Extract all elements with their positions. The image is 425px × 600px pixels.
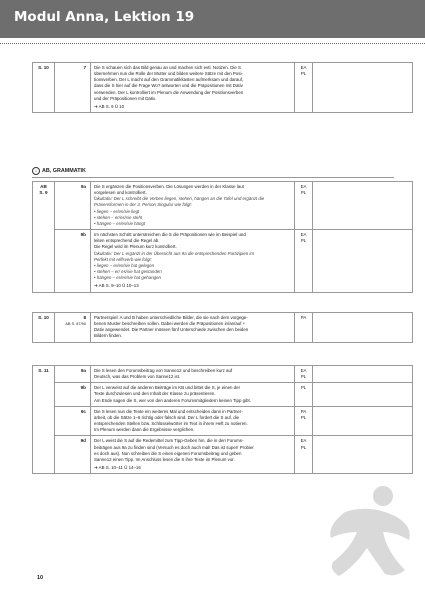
- lesson-table-4: [32, 365, 413, 474]
- lesson-table-1: [32, 62, 413, 113]
- table-row: [33, 63, 413, 113]
- instruction-line: Die S ergänzen die Positionsverben. Die Lösungen werden in der Klasse laut: [94, 184, 244, 189]
- instruction-line: Der L weist die S auf die Redemittel zum Tipp-Geben hin, die in den Forums-: [94, 438, 244, 444]
- table-row: [33, 436, 413, 474]
- notes-cell: [313, 230, 413, 292]
- instruction-line: Bildern finden.: [94, 333, 123, 339]
- arrow-down-circle-icon: ↓: [32, 167, 40, 175]
- instruction-cell: [91, 366, 295, 383]
- step-cell: 9a: [55, 182, 91, 230]
- instruction-line: es doch aus). Nun schreiben die S einen eigenen Forumsbeitrag und geben: [94, 450, 242, 456]
- instruction-line: dass die S hier auf die Frage Wo? antworten und die Präpositionen mit Dativ: [94, 83, 243, 89]
- step-cell: 9d: [55, 436, 91, 474]
- social-form-cell: EA PL: [295, 63, 313, 113]
- notes-cell: [313, 383, 413, 406]
- step-number: 8: [83, 315, 86, 320]
- notes-cell: [313, 406, 413, 436]
- lesson-table-2: [32, 181, 413, 293]
- instruction-line: arbeit, ob die Sätze 1–6 richtig oder falsch sind. Der L fordert die S auf, die: [94, 414, 240, 420]
- instruction-cell: [91, 63, 295, 113]
- social-form-cell: PL: [295, 383, 313, 406]
- step-cell: 7: [55, 63, 91, 113]
- instruction-line: Der L verweist auf die anderen Beiträge im KB und bittet die S, je einen der: [94, 385, 241, 391]
- section-cell: S. 10: [33, 63, 55, 113]
- table-row: [33, 313, 413, 343]
- section-rule: [32, 177, 394, 178]
- optional-note-line: • hängen – er/es/sie hat gehangen: [94, 275, 161, 281]
- step-cell: 9a: [55, 366, 91, 383]
- instruction-line: Texte durchzulesen und den Inhalt der Klasse zu präsentieren.: [94, 391, 216, 397]
- social-form-cell: EA PL: [295, 230, 313, 292]
- workbook-reference: ➔ AB S. 10–11 Ü 14–16: [94, 465, 141, 471]
- notes-cell: [313, 436, 413, 474]
- social-form-cell: PA: [295, 313, 313, 343]
- instruction-line: Die Regel wird im Plenum kurz kontrolliert.: [94, 244, 177, 250]
- notes-cell: [313, 313, 413, 343]
- section-heading-label: AB, GRAMMATIK: [42, 168, 86, 174]
- instruction-line: verwenden. Der L kontrolliert im Plenum die Anwendung der Positionsverben: [94, 89, 244, 95]
- section-cell: S. 10: [33, 313, 55, 343]
- social-form-cell: EA PL: [295, 182, 313, 230]
- instruction-line: tionsverben. Der L macht auf den Grammatikkasten aufmerksam und darauf,: [94, 77, 244, 83]
- notes-cell: [313, 63, 413, 113]
- social-form-cell: EA PL: [295, 436, 313, 474]
- optional-note-line: Präsensformen in der 3. Person Singular wie folgt:: [94, 202, 192, 208]
- page-title: Modul Anna, Lektion 19: [14, 9, 195, 25]
- optional-note-line: fakultativ: Der L schreibt die Verben liegen, stehen, hängen an die Tafel und ergänzt die: [94, 196, 265, 202]
- notes-cell: [313, 182, 413, 230]
- table-row: [33, 182, 413, 230]
- step-cell: 9b: [55, 230, 91, 292]
- table-row: [33, 366, 413, 383]
- instruction-line: entsprechenden Stellen bzw. Schlüsselwörter im Text in ihrem Heft zu notieren.: [94, 421, 248, 427]
- instruction-cell: [91, 230, 295, 292]
- social-form-cell: PA PL: [295, 406, 313, 436]
- workbook-page-ref: AB S. 87/90: [65, 321, 86, 327]
- instruction-line: Die S lesen nun die Texte ein weiteres Mal und entscheiden dann in Partner-: [94, 408, 243, 414]
- instruction-cell: [91, 406, 295, 436]
- lesson-table-3: [32, 312, 413, 343]
- instruction-line: beiträgen aus 9a zu finden sind (Versuch es doch auch mal! Das ist super! Probier: [94, 444, 254, 450]
- instruction-line: Partnerspiel: A und B haben unterschiedliche Bilder, die sie nach dem vorgege-: [94, 315, 248, 320]
- social-form-cell: EA PL: [295, 366, 313, 383]
- optional-note-line: • liegen – er/es/sie hat gelegen: [94, 262, 155, 268]
- optional-note-line: • liegen – er/es/sie liegt: [94, 208, 140, 214]
- instruction-line: und der Präpositionen mit Dativ.: [94, 95, 157, 101]
- instruction-cell: [91, 313, 295, 343]
- instruction-cell: [91, 182, 295, 230]
- instruction-line: Sanne12 einen Tipp. Im Anschluss lesen die S ihre Texte im Plenum vor.: [94, 456, 235, 462]
- header-bar: [0, 0, 425, 38]
- optional-note-line: Perfekt mit Hilfsverb wie folgt:: [94, 256, 152, 262]
- instruction-line: benen Muster beschreiben sollen. Dabei werden die Präpositionen in/an/auf +: [94, 321, 246, 327]
- table-row: [33, 383, 413, 406]
- section-cell: AB S. 9: [33, 182, 55, 293]
- workbook-reference: ➔ AB S. 9 Ü 10: [94, 103, 125, 109]
- workbook-reference: ➔ AB S. 9–10 Ü 10–13: [94, 283, 139, 289]
- instruction-cell: [91, 436, 295, 474]
- notes-cell: [313, 366, 413, 383]
- section-cell: S. 11: [33, 366, 55, 474]
- instruction-line: vorgelesen und kontrolliert.: [94, 190, 147, 196]
- instruction-line: Im Plenum werden dann die Ergebnisse verglichen.: [94, 427, 195, 433]
- instruction-line: Am Ende sagen die S, wer von den anderen Forumsmitgliedern keinen Tipp gibt.: [94, 397, 251, 403]
- instruction-line: übernehmen nun die Rolle der Mutter und bilden weitere Sätze mit den Posi-: [94, 71, 243, 77]
- optional-note-line: • hängen – er/es/sie hängt: [94, 220, 146, 226]
- step-cell: [55, 313, 91, 343]
- dotted-divider: [0, 43, 425, 44]
- table-row: [33, 230, 413, 292]
- instruction-line: leiten entsprechend die Regel ab.: [94, 238, 160, 244]
- step-cell: 9c: [55, 406, 91, 436]
- optional-note-line: • stehen – er/ es/sie hat gestanden: [94, 269, 162, 275]
- decorative-figure-icon: [325, 482, 415, 582]
- instruction-line: Die S schauen sich das Bild genau an und machen sich evtl. Notizen. Die S: [94, 65, 241, 70]
- step-cell: 9b: [55, 383, 91, 406]
- optional-note-line: fakultativ: Der L ergänzt in der Übersicht aus 9a die entsprechenden Partizipien im: [94, 250, 255, 256]
- instruction-line: Dativ angewendet. Die Partner müssen fünf Unterschiede zwischen den beiden: [94, 327, 249, 333]
- page-number: 10: [37, 575, 44, 581]
- section-heading: [32, 166, 86, 176]
- instruction-line: Deutsch, was das Problem von Sanne12 ist.: [94, 374, 181, 380]
- instruction-cell: [91, 383, 295, 406]
- optional-note-line: • stehen – er/es/sie steht: [94, 214, 143, 220]
- table-row: [33, 406, 413, 436]
- instruction-line: Im nächsten Schritt unterstreichen die S die Präpositionen wie im Beispiel und: [94, 232, 246, 238]
- instruction-line: Die S lesen den Forumsbeitrag von Sanne12 und beschreiben kurz auf: [94, 368, 233, 373]
